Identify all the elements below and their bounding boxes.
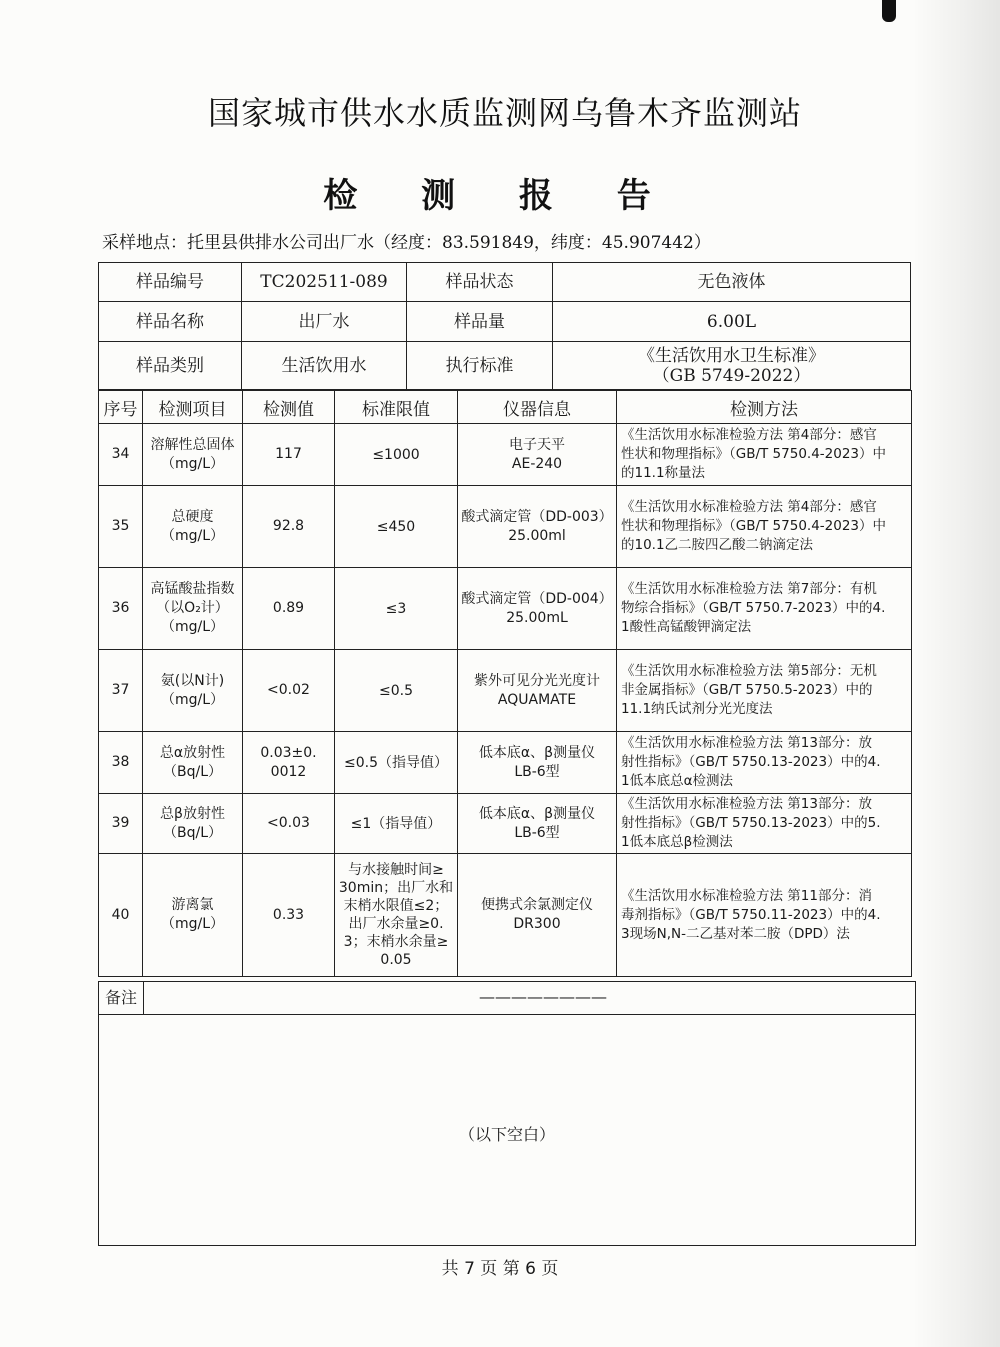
- cell-instrument-line: DR300: [513, 916, 561, 932]
- cell-method: [617, 650, 912, 732]
- cell-item: [143, 854, 243, 977]
- cell-method: [617, 568, 912, 650]
- cell-method: [617, 732, 912, 794]
- cell-method-line: 射性指标》（GB/T 5750.13-2023）中的4.: [621, 754, 881, 770]
- cell-limit-line: 30min；出厂水和: [338, 880, 454, 896]
- cell-no: 34: [99, 424, 143, 486]
- cell-item-line: （mg/L）: [160, 455, 225, 472]
- cell-instrument-line: 低本底α、β测量仪: [478, 744, 596, 761]
- cell-no: 35: [99, 486, 143, 568]
- cell-item: [143, 486, 243, 568]
- cell-no: 37: [99, 650, 143, 732]
- cell-instrument: [458, 486, 617, 568]
- cell-instrument: [458, 854, 617, 977]
- cell-no: 40: [99, 854, 143, 977]
- cell-instrument-line: LB-6型: [514, 763, 560, 780]
- cell-limit-line: 3；末梢水余量≥: [343, 934, 449, 950]
- cell-limit: [335, 650, 458, 732]
- cell-method-line: 11.1纳氏试剂分光光度法: [621, 701, 773, 717]
- table-row: [99, 486, 912, 568]
- cell-item-line: 氨(以N计): [160, 672, 225, 689]
- cell-instrument-line: 便携式余氯测定仪: [481, 897, 593, 913]
- cell-value-line: 0.89: [272, 600, 305, 616]
- cell-item-line: 总α放射性: [159, 744, 226, 761]
- cell-limit-line: 出厂水余量≥0.: [348, 916, 444, 932]
- cell-value-line: 117: [275, 446, 302, 462]
- cell-limit-line: 末梢水限值≤2；: [343, 898, 449, 914]
- cell-item: [143, 568, 243, 650]
- sample-name-value: 出厂水: [242, 302, 407, 342]
- cell-limit: [335, 424, 458, 486]
- info-row: [99, 342, 911, 390]
- table-row: [99, 732, 912, 794]
- header-value: 检测值: [243, 391, 335, 424]
- cell-method-line: 《生活饮用水标准检验方法 第4部分：感官: [621, 499, 877, 515]
- cell-method-line: 《生活饮用水标准检验方法 第13部分：放: [621, 735, 872, 751]
- cell-method-line: 射性指标》（GB/T 5750.13-2023）中的5.: [621, 815, 881, 831]
- cell-item-line: （mg/L）: [160, 619, 225, 635]
- cell-limit: [335, 794, 458, 854]
- standard-label: 执行标准: [407, 342, 553, 390]
- cell-method: [617, 424, 912, 486]
- cell-item-line: （mg/L）: [160, 916, 225, 932]
- cell-instrument-line: LB-6型: [514, 824, 560, 841]
- cell-limit-line: ≤1（指导值）: [350, 815, 442, 832]
- cell-item: [143, 794, 243, 854]
- cell-value: [243, 568, 335, 650]
- cell-method-line: 性状和物理指标》（GB/T 5750.4-2023）中: [621, 518, 887, 534]
- cell-item: [143, 650, 243, 732]
- cell-method: [617, 486, 912, 568]
- cell-item: [143, 732, 243, 794]
- cell-limit-line: ≤0.5（指导值）: [344, 754, 448, 771]
- sample-category-value: 生活饮用水: [242, 342, 407, 390]
- cell-no: 39: [99, 794, 143, 854]
- results-header-row: [99, 391, 912, 424]
- cell-value-line: <0.02: [267, 682, 310, 698]
- cell-method-line: 《生活饮用水标准检验方法 第4部分：感官: [621, 427, 877, 443]
- sampling-location: 采样地点：托里县供排水公司出厂水（经度：83.591849，纬度：45.907442）: [102, 233, 711, 253]
- table-row: [99, 568, 912, 650]
- sample-state-value: 无色液体: [553, 263, 911, 302]
- sample-state-label: 样品状态: [407, 263, 553, 302]
- cell-instrument-line: AE-240: [511, 455, 563, 472]
- sample-name-label: 样品名称: [99, 302, 242, 342]
- cell-item-line: （以O₂计）: [156, 600, 229, 616]
- cell-value: [243, 486, 335, 568]
- cell-instrument: [458, 568, 617, 650]
- cell-instrument-line: 25.00mL: [506, 609, 568, 626]
- organization-title: 国家城市供水水质监测网乌鲁木齐监测站: [207, 94, 802, 132]
- binding-mark: [882, 0, 896, 22]
- cell-method: [617, 794, 912, 854]
- info-row: [99, 263, 911, 302]
- cell-method-line: 《生活饮用水标准检验方法 第13部分：放: [621, 796, 872, 812]
- cell-limit: [335, 486, 458, 568]
- header-method: 检测方法: [617, 391, 912, 424]
- cell-no: 36: [99, 568, 143, 650]
- standard-name: 《生活饮用水卫生标准》: [638, 345, 825, 366]
- cell-limit: [335, 568, 458, 650]
- cell-method-line: 性状和物理指标》（GB/T 5750.4-2023）中: [621, 446, 887, 462]
- cell-value: [243, 424, 335, 486]
- cell-instrument: [458, 732, 617, 794]
- cell-method-line: 《生活饮用水标准检验方法 第7部分：有机: [621, 581, 877, 597]
- cell-instrument: [458, 650, 617, 732]
- sample-id-label: 样品编号: [99, 263, 242, 302]
- cell-method-line: 《生活饮用水标准检验方法 第5部分：无机: [621, 663, 877, 679]
- cell-no: 38: [99, 732, 143, 794]
- table-row: [99, 854, 912, 977]
- cell-instrument: [458, 794, 617, 854]
- cell-item-line: （Bq/L）: [162, 824, 222, 841]
- cell-limit-line: ≤1000: [372, 446, 420, 463]
- table-row: [99, 794, 912, 854]
- standard-value: [553, 342, 911, 390]
- cell-value-line: 92.8: [272, 518, 305, 534]
- cell-item-line: （mg/L）: [160, 527, 225, 544]
- sample-amount-value: 6.00L: [553, 302, 911, 342]
- remarks-value: ————————: [479, 987, 607, 1006]
- header-item: 检测项目: [143, 391, 243, 424]
- cell-limit: [335, 854, 458, 977]
- header-instrument: 仪器信息: [458, 391, 617, 424]
- header-limit: 标准限值: [335, 391, 458, 424]
- remarks-label: 备注: [99, 982, 144, 1014]
- cell-instrument-line: 酸式滴定管（DD-004）: [461, 590, 613, 607]
- cell-item: [143, 424, 243, 486]
- results-table: [98, 390, 912, 977]
- cell-value-line: <0.03: [267, 815, 310, 831]
- cell-instrument-line: AQUAMATE: [497, 691, 577, 708]
- sample-amount-label: 样品量: [407, 302, 553, 342]
- cell-method-line: 1低本底总α检测法: [621, 773, 733, 789]
- cell-value: [243, 650, 335, 732]
- cell-method-line: 非金属指标》（GB/T 5750.5-2023）中的: [621, 682, 873, 698]
- table-row: [99, 424, 912, 486]
- sample-info-table: [98, 262, 911, 390]
- cell-item-line: 高锰酸盐指数: [150, 581, 235, 597]
- cell-method-line: 物综合指标》（GB/T 5750.7-2023）中的4.: [621, 600, 886, 616]
- cell-method-line: 3现场N,N-二乙基对苯二胺（DPD）法: [621, 925, 850, 942]
- cell-limit-line: 与水接触时间≥: [348, 862, 444, 878]
- cell-limit-line: ≤450: [376, 518, 416, 535]
- cell-value: [243, 854, 335, 977]
- cell-value: [243, 732, 335, 794]
- cell-instrument-line: 酸式滴定管（DD-003）: [461, 508, 613, 525]
- cell-limit-line: 0.05: [380, 952, 412, 968]
- cell-item-line: 游离氯: [171, 897, 214, 913]
- page-number: 共 7 页 第 6 页: [441, 1259, 559, 1279]
- standard-code: （GB 5749-2022）: [652, 365, 811, 386]
- cell-item-line: 总β放射性: [160, 805, 225, 822]
- cell-method: [617, 854, 912, 977]
- cell-limit-line: ≤0.5: [379, 682, 413, 699]
- cell-item-line: （Bq/L）: [162, 763, 222, 780]
- cell-value-line: 0012: [270, 763, 307, 780]
- cell-item-line: 总硬度: [171, 508, 214, 525]
- sample-category-label: 样品类别: [99, 342, 242, 390]
- cell-instrument-line: 电子天平: [509, 436, 565, 453]
- sample-id-value: TC202511-089: [242, 263, 407, 302]
- table-row: [99, 650, 912, 732]
- cell-limit: [335, 732, 458, 794]
- cell-item-line: （mg/L）: [160, 691, 225, 708]
- cell-value-line: 0.33: [272, 906, 305, 923]
- cell-method-line: 的11.1称量法: [621, 465, 706, 481]
- cell-instrument-line: 紫外可见分光光度计: [474, 672, 600, 689]
- cell-value: [243, 794, 335, 854]
- cell-method-line: 毒剂指标》（GB/T 5750.11-2023）中的4.: [621, 906, 881, 923]
- info-row: [99, 302, 911, 342]
- blank-below-note: （以下空白）: [458, 1125, 555, 1144]
- cell-value-line: 0.03±0.: [260, 744, 317, 761]
- remarks-section: [98, 981, 916, 1246]
- cell-method-line: 1酸性高锰酸钾滴定法: [621, 619, 752, 635]
- cell-item-line: 溶解性总固体: [150, 436, 235, 453]
- cell-instrument-line: 低本底α、β测量仪: [478, 805, 596, 822]
- report-title: 检 测 报 告: [323, 176, 677, 216]
- header-no: 序号: [99, 391, 143, 424]
- cell-limit-line: ≤3: [385, 600, 407, 617]
- cell-method-line: 1低本底总β检测法: [621, 834, 733, 850]
- cell-instrument: [458, 424, 617, 486]
- cell-method-line: 《生活饮用水标准检验方法 第11部分：消: [621, 887, 872, 904]
- cell-method-line: 的10.1乙二胺四乙酸二钠滴定法: [621, 537, 814, 553]
- cell-instrument-line: 25.00ml: [508, 527, 566, 544]
- remarks-row: [99, 982, 915, 1015]
